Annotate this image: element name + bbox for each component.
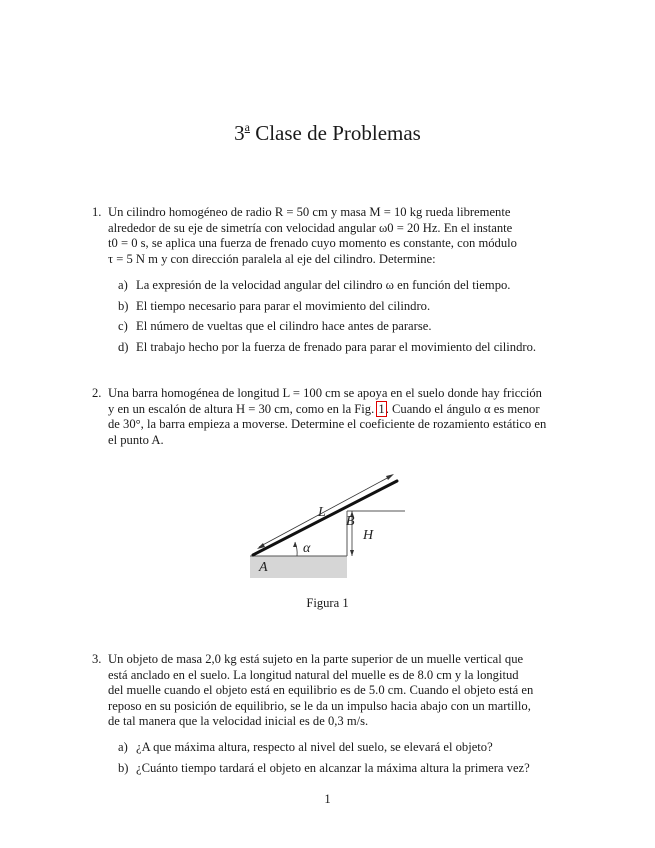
subquestion (118, 340, 588, 361)
page-title (0, 120, 655, 146)
label-B: B (346, 514, 355, 529)
problem-1-number: 1. (92, 205, 102, 219)
problem-3-line: de tal manera que la velocidad inicial es de 0,3 m/s. (108, 714, 369, 729)
title-text: Clase de Problemas (249, 121, 421, 145)
subquestion-label: b) (118, 760, 129, 775)
problem-2-number: 2. (92, 386, 102, 400)
problem-3-line: reposo en su posición de equilibrio, se le da un impulso hacia abajo con un martillo, (108, 698, 531, 713)
problem-3-line: Un objeto de masa 2,0 kg está sujeto en la parte superior de un muelle vertical que (108, 652, 524, 666)
problem-3-line: del muelle cuando el objeto está en equilibrio es de 5.0 cm. Cuando el objeto está en (108, 683, 534, 698)
problem-3-line: está anclado en el suelo. La longitud natural del muelle es de 8.0 cm y la longitud (108, 667, 519, 682)
subquestion (118, 299, 588, 320)
subquestion (118, 740, 588, 761)
subquestion (118, 761, 588, 782)
subquestion-text: ¿Cuánto tiempo tardará el objeto en alcanzar la máxima altura la primera vez? (136, 760, 530, 775)
subquestion-text: ¿A que máxima altura, respecto al nivel del suelo, se elevará el objeto? (136, 740, 493, 754)
problem-2-line (108, 402, 578, 418)
title-ordinal: 3 (234, 121, 245, 145)
problem-3 (92, 652, 578, 730)
problem-1-line: τ = 5 N m y con dirección paralela al eje del cilindro. Determine: (108, 251, 436, 266)
subquestion (118, 319, 588, 340)
problem-2-line: de 30°, la barra empieza a moverse. Determine el coeficiente de rozamiento estático en (108, 417, 547, 432)
problem-3-statement (108, 652, 578, 730)
problem-3-subquestions (118, 740, 588, 781)
problem-1-line: alrededor de su eje de simetría con velocidad angular ω0 = 20 Hz. En el instante (108, 220, 513, 235)
problem-2-statement (108, 386, 578, 448)
problem-2-line-part: . Cuando el ángulo α es menor (385, 401, 540, 416)
problem-2 (92, 386, 578, 448)
problem-2-line: el punto A. (108, 432, 164, 447)
subquestion-text: El trabajo hecho por la fuerza de frenado para parar el movimiento del cilindro. (136, 339, 537, 354)
problem-1-line: t0 = 0 s, se aplica una fuerza de frenado cuyo momento es constante, con módulo (108, 236, 517, 251)
problem-1-statement (108, 205, 578, 267)
angle-arrow-icon (293, 542, 297, 547)
arrow-down-icon (350, 550, 354, 556)
subquestion-label: b) (118, 298, 129, 313)
label-H: H (363, 528, 374, 543)
arrow-right-icon (386, 474, 394, 480)
subquestion-label: a) (118, 740, 128, 754)
label-alpha: α (303, 541, 311, 556)
figure-1-diagram (245, 467, 410, 582)
subquestion-text: El número de vueltas que el cilindro hace antes de pararse. (136, 319, 432, 333)
subquestion-text: La expresión de la velocidad angular del cilindro ω en función del tiempo. (136, 278, 511, 292)
page-number: 1 (324, 792, 331, 806)
subquestion-label: d) (118, 339, 129, 354)
problem-2-line-part: y en un escalón de altura H = 30 cm, como en la Fig. (108, 401, 378, 416)
problem-1-subquestions (118, 278, 588, 360)
problem-1-line: Un cilindro homogéneo de radio R = 50 cm y masa M = 10 kg rueda libremente (108, 205, 511, 219)
problem-2-line: Una barra homogénea de longitud L = 100 cm se apoya en el suelo donde hay fricción (108, 386, 542, 400)
problem-3-number: 3. (92, 652, 102, 666)
subquestion (118, 278, 588, 299)
subquestion-text: El tiempo necesario para parar el movimiento del cilindro. (136, 298, 431, 313)
title-ordinal-superscript: a (244, 120, 250, 134)
label-L: L (318, 505, 326, 520)
figure-reference-link[interactable]: 1 (378, 401, 385, 416)
figure-1-caption: Figura 1 (306, 596, 349, 610)
problem-1 (92, 205, 578, 267)
subquestion-label: c) (118, 319, 128, 333)
label-A: A (259, 560, 268, 575)
subquestion-label: a) (118, 278, 128, 292)
